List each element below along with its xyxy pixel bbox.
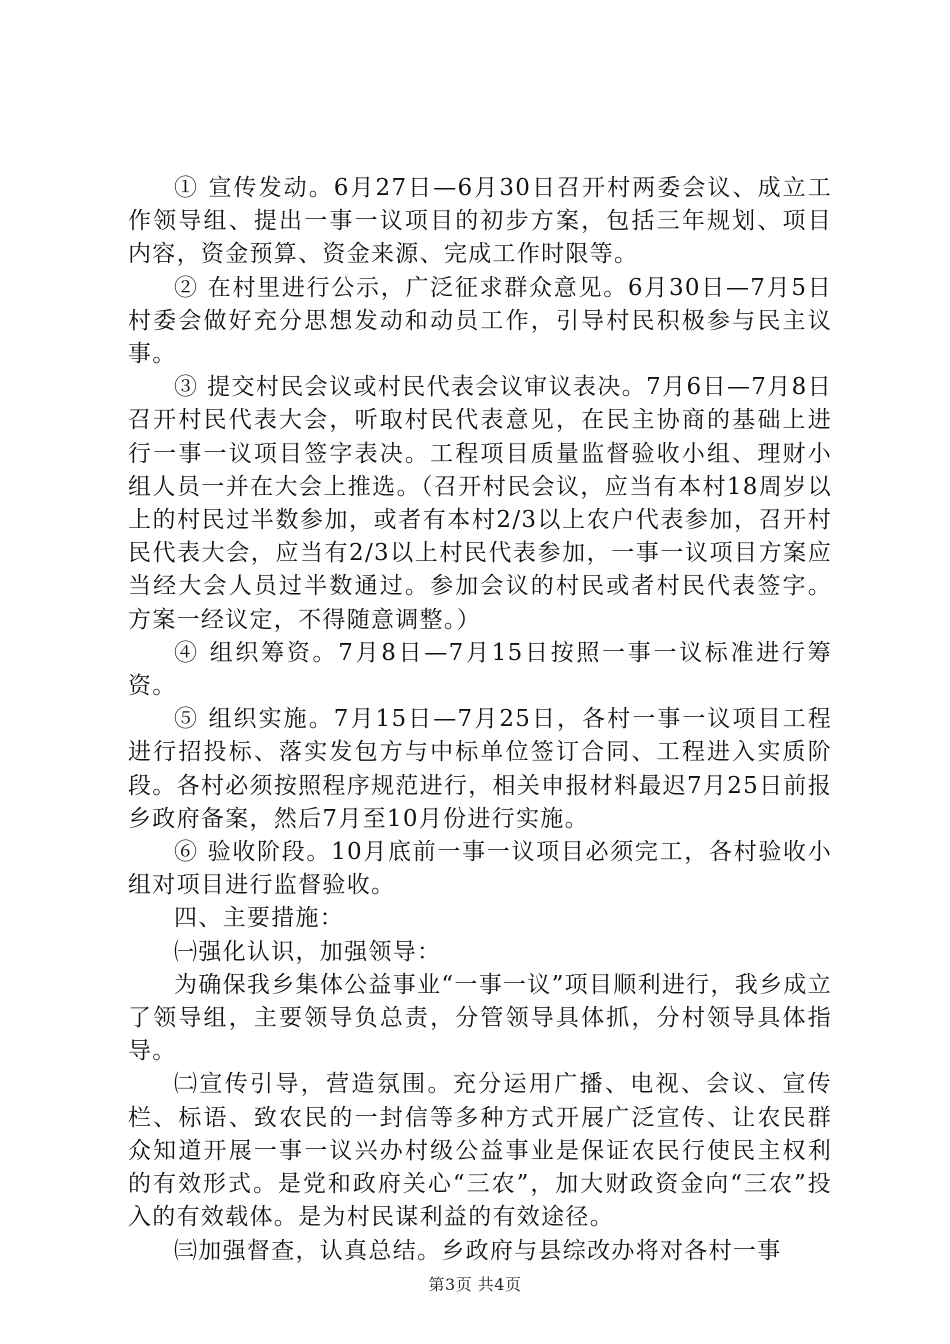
paragraph-step-6: ⑥ 验收阶段。10月底前一事一议项目必须完工，各村验收小组对项目进行监督验收。 (128, 839, 832, 899)
paragraph-step-2: ② 在村里进行公示，广泛征求群众意见。6月30日—7月5日村委会做好充分思想发动和动员工作，引导村民积极参与民主议事。 (128, 274, 832, 368)
page-number-footer: 第3页 共4页 (428, 1275, 522, 1294)
document-body (128, 172, 832, 1268)
paragraph-measure-2: ㈡宣传引导，营造氛围。充分运用广播、电视、会议、宣传栏、标语、致农民的一封信等多种方式开展广泛宣传、让农民群众知道开展一事一议兴办村级公益事业是保证农民行使民主权利的有效形式。是党和政府关心“三农”，加大财政资金向“三农”投入的有效载体。是为村民谋利益的有效途径。 (128, 1071, 832, 1231)
paragraph-step-4: ④ 组织筹资。7月8日—7月15日按照一事一议标准进行筹资。 (128, 639, 832, 700)
section-heading-measures: 四、主要措施： (174, 905, 345, 932)
paragraph-measure-3: ㈢加强督查，认真总结。乡政府与县综改办将对各村一事 (174, 1237, 782, 1264)
paragraph-measure-1-body: 为确保我乡集体公益事业“一事一议”项目顺利进行，我乡成立了领导组，主要领导负总责，分管领导具体抓，分村领导具体指导。 (128, 971, 832, 1065)
subheading-measure-1: ㈠强化认识，加强领导： (174, 938, 442, 965)
paragraph-step-1: ① 宣传发动。6月27日—6月30日召开村两委会议、成立工作领导组、提出一事一议项目的初步方案，包括三年规划、项目内容，资金预算、资金来源、完成工作时限等。 (128, 175, 832, 268)
paragraph-step-5: ⑤ 组织实施。7月15日—7月25日，各村一事一议项目工程进行招投标、落实发包方与中标单位签订合同、工程进入实质阶段。各村必须按照程序规范进行，相关申报材料最迟7月25日前报乡政府备案，然后7月至10月份进行实施。 (128, 706, 832, 832)
paragraph-step-3: ③ 提交村民会议或村民代表会议审议表决。7月6日—7月8日召开村民代表大会，听取村民代表意见，在民主协商的基础上进行一事一议项目签字表决。工程项目质量监督验收小组、理财小组人员一并在大会上推选。（召开村民会议，应当有本村18周岁以上的村民过半数参加，或者有本村2/3以上农户代表参加，召开村民代表大会，应当有2/3以上村民代表参加，一事一议项目方案应当经大会人员过半数通过。参加会议的村民或者村民代表签字。方案一经议定，不得随意调整。） (128, 374, 832, 633)
